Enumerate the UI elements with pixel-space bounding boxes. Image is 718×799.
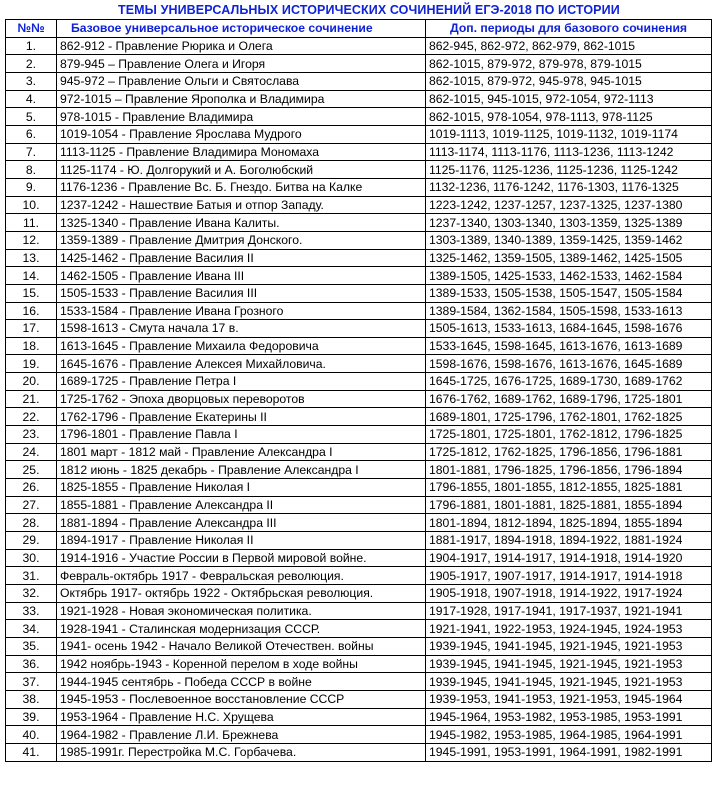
table-row (6, 690, 712, 708)
table-body (6, 37, 712, 761)
row-number: 37. (6, 673, 57, 691)
row-number: 29. (6, 532, 57, 550)
row-periods: 1905-1918, 1907-1918, 1914-1922, 1917-1924 (426, 585, 712, 603)
table-row (6, 532, 712, 550)
row-topic: 1125-1174 - Ю. Долгорукий и А. Боголюбский (57, 161, 426, 179)
table-row (6, 620, 712, 638)
row-topic: 1812 июнь - 1825 декабрь - Правление Александра I (57, 461, 426, 479)
row-periods: 1945-1991, 1953-1991, 1964-1991, 1982-1991 (426, 743, 712, 761)
row-number: 39. (6, 708, 57, 726)
row-periods: 1796-1881, 1801-1881, 1825-1881, 1855-1894 (426, 496, 712, 514)
row-number: 19. (6, 355, 57, 373)
row-number: 16. (6, 302, 57, 320)
row-number: 30. (6, 549, 57, 567)
row-number: 36. (6, 655, 57, 673)
row-number: 31. (6, 567, 57, 585)
table-row (6, 602, 712, 620)
table-row (6, 320, 712, 338)
row-number: 6. (6, 125, 57, 143)
row-number: 2. (6, 55, 57, 73)
row-number: 18. (6, 337, 57, 355)
row-periods: 1939-1945, 1941-1945, 1921-1945, 1921-1953 (426, 637, 712, 655)
row-topic: 1505-1533 - Правление Василия III (57, 284, 426, 302)
row-periods: 862-1015, 945-1015, 972-1054, 972-1113 (426, 90, 712, 108)
row-number: 35. (6, 637, 57, 655)
row-topic: 1113-1125 - Правление Владимира Мономаха (57, 143, 426, 161)
row-topic: Октябрь 1917- октябрь 1922 - Октябрьская революция. (57, 585, 426, 603)
table-row (6, 37, 712, 55)
row-periods: 862-1015, 978-1054, 978-1113, 978-1125 (426, 108, 712, 126)
table-row (6, 125, 712, 143)
row-number: 15. (6, 284, 57, 302)
row-topic: 1176-1236 - Правление Вс. Б. Гнездо. Битва на Калке (57, 178, 426, 196)
row-periods: 1904-1917, 1914-1917, 1914-1918, 1914-1920 (426, 549, 712, 567)
row-topic: Февраль-октябрь 1917 - Февральская революция. (57, 567, 426, 585)
table-row (6, 267, 712, 285)
row-periods: 1645-1725, 1676-1725, 1689-1730, 1689-1762 (426, 373, 712, 391)
table-row (6, 55, 712, 73)
table-row (6, 355, 712, 373)
table-row (6, 90, 712, 108)
table-row (6, 708, 712, 726)
row-topic: 879-945 – Правление Олега и Игоря (57, 55, 426, 73)
header-number: №№ (6, 20, 57, 38)
row-topic: 1645-1676 - Правление Алексея Михайловича. (57, 355, 426, 373)
row-topic: 1762-1796 - Правление Екатерины II (57, 408, 426, 426)
row-periods: 862-1015, 879-972, 945-978, 945-1015 (426, 72, 712, 90)
table-row (6, 337, 712, 355)
row-periods: 1598-1676, 1598-1676, 1613-1676, 1645-1689 (426, 355, 712, 373)
row-number: 32. (6, 585, 57, 603)
table-row (6, 373, 712, 391)
row-number: 17. (6, 320, 57, 338)
row-topic: 1425-1462 - Правление Василия II (57, 249, 426, 267)
row-periods: 1132-1236, 1176-1242, 1176-1303, 1176-1325 (426, 178, 712, 196)
row-topic: 1914-1916 - Участие России в Первой мировой войне. (57, 549, 426, 567)
table-row (6, 673, 712, 691)
row-periods: 1689-1801, 1725-1796, 1762-1801, 1762-1825 (426, 408, 712, 426)
row-periods: 1223-1242, 1237-1257, 1237-1325, 1237-1380 (426, 196, 712, 214)
table-row (6, 214, 712, 232)
row-number: 11. (6, 214, 57, 232)
row-number: 10. (6, 196, 57, 214)
row-topic: 1462-1505 - Правление Ивана III (57, 267, 426, 285)
row-number: 9. (6, 178, 57, 196)
page-title: ТЕМЫ УНИВЕРСАЛЬНЫХ ИСТОРИЧЕСКИХ СОЧИНЕНИЙ ЕГЭ-2018 ПО ИСТОРИИ (118, 2, 620, 17)
row-number: 25. (6, 461, 57, 479)
row-periods: 1796-1855, 1801-1855, 1812-1855, 1825-1881 (426, 479, 712, 497)
row-number: 21. (6, 390, 57, 408)
row-topic: 1928-1941 - Сталинская модернизация СССР. (57, 620, 426, 638)
row-number: 41. (6, 743, 57, 761)
table-row (6, 408, 712, 426)
table-row (6, 302, 712, 320)
table-row (6, 743, 712, 761)
table-row (6, 655, 712, 673)
row-periods: 862-945, 862-972, 862-979, 862-1015 (426, 37, 712, 55)
row-topic: 1725-1762 - Эпоха дворцовых переворотов (57, 390, 426, 408)
row-topic: 1533-1584 - Правление Ивана Грозного (57, 302, 426, 320)
row-number: 8. (6, 161, 57, 179)
row-topic: 1019-1054 - Правление Ярослава Мудрого (57, 125, 426, 143)
row-periods: 1945-1982, 1953-1985, 1964-1985, 1964-1991 (426, 726, 712, 744)
row-periods: 1939-1945, 1941-1945, 1921-1945, 1921-1953 (426, 673, 712, 691)
row-periods: 1389-1533, 1505-1538, 1505-1547, 1505-1584 (426, 284, 712, 302)
row-number: 40. (6, 726, 57, 744)
row-number: 27. (6, 496, 57, 514)
row-topic: 1985-1991г. Перестройка М.С. Горбачева. (57, 743, 426, 761)
row-periods: 1676-1762, 1689-1762, 1689-1796, 1725-1801 (426, 390, 712, 408)
row-topic: 1945-1953 - Послевоенное восстановление СССР (57, 690, 426, 708)
row-periods: 1917-1928, 1917-1941, 1917-1937, 1921-1941 (426, 602, 712, 620)
row-topic: 1921-1928 - Новая экономическая политика. (57, 602, 426, 620)
row-number: 38. (6, 690, 57, 708)
header-main-topic: Базовое универсальное историческое сочинение (57, 20, 426, 38)
row-topic: 1944-1945 сентябрь - Победа СССР в войне (57, 673, 426, 691)
row-periods: 1939-1945, 1941-1945, 1921-1945, 1921-1953 (426, 655, 712, 673)
row-periods: 1113-1174, 1113-1176, 1113-1236, 1113-1242 (426, 143, 712, 161)
row-topic: 1689-1725 - Правление Петра I (57, 373, 426, 391)
table-row (6, 284, 712, 302)
row-topic: 1613-1645 - Правление Михаила Федоровича (57, 337, 426, 355)
essay-topics-table (5, 19, 712, 762)
row-periods: 1505-1613, 1533-1613, 1684-1645, 1598-1676 (426, 320, 712, 338)
row-number: 33. (6, 602, 57, 620)
row-topic: 1881-1894 - Правление Александра III (57, 514, 426, 532)
table-row (6, 514, 712, 532)
row-topic: 1964-1982 - Правление Л.И. Брежнева (57, 726, 426, 744)
row-number: 13. (6, 249, 57, 267)
row-topic: 1325-1340 - Правление Ивана Калиты. (57, 214, 426, 232)
row-number: 26. (6, 479, 57, 497)
table-row (6, 161, 712, 179)
row-number: 7. (6, 143, 57, 161)
row-number: 28. (6, 514, 57, 532)
row-number: 12. (6, 231, 57, 249)
row-periods: 1905-1917, 1907-1917, 1914-1917, 1914-1918 (426, 567, 712, 585)
row-periods: 1389-1505, 1425-1533, 1462-1533, 1462-1584 (426, 267, 712, 285)
row-number: 20. (6, 373, 57, 391)
table-row (6, 461, 712, 479)
row-topic: 1598-1613 - Смута начала 17 в. (57, 320, 426, 338)
table-row (6, 108, 712, 126)
table-row (6, 479, 712, 497)
table-row (6, 549, 712, 567)
row-periods: 1325-1462, 1359-1505, 1389-1462, 1425-1505 (426, 249, 712, 267)
row-topic: 972-1015 – Правление Ярополка и Владимира (57, 90, 426, 108)
row-periods: 1939-1953, 1941-1953, 1921-1953, 1945-1964 (426, 690, 712, 708)
row-number: 5. (6, 108, 57, 126)
table-row (6, 390, 712, 408)
table-row (6, 196, 712, 214)
table-row (6, 567, 712, 585)
row-number: 24. (6, 443, 57, 461)
row-topic: 1801 март - 1812 май - Правление Александра I (57, 443, 426, 461)
table-row (6, 143, 712, 161)
row-topic: 1237-1242 - Нашествие Батыя и отпор Западу. (57, 196, 426, 214)
row-number: 4. (6, 90, 57, 108)
row-topic: 1894-1917 - Правление Николая II (57, 532, 426, 550)
row-periods: 862-1015, 879-972, 879-978, 879-1015 (426, 55, 712, 73)
row-topic: 1855-1881 - Правление Александра II (57, 496, 426, 514)
row-number: 14. (6, 267, 57, 285)
row-periods: 1881-1917, 1894-1918, 1894-1922, 1881-1924 (426, 532, 712, 550)
table-row (6, 443, 712, 461)
row-periods: 1945-1964, 1953-1982, 1953-1985, 1953-1991 (426, 708, 712, 726)
table-row (6, 178, 712, 196)
row-topic: 1796-1801 - Правление Павла I (57, 426, 426, 444)
row-topic: 1825-1855 - Правление Николая I (57, 479, 426, 497)
row-periods: 1533-1645, 1598-1645, 1613-1676, 1613-1689 (426, 337, 712, 355)
row-periods: 1801-1881, 1796-1825, 1796-1856, 1796-1894 (426, 461, 712, 479)
row-number: 1. (6, 37, 57, 55)
row-periods: 1303-1389, 1340-1389, 1359-1425, 1359-1462 (426, 231, 712, 249)
row-topic: 862-912 - Правление Рюрика и Олега (57, 37, 426, 55)
row-number: 22. (6, 408, 57, 426)
row-number: 34. (6, 620, 57, 638)
table-row (6, 426, 712, 444)
row-periods: 1019-1113, 1019-1125, 1019-1132, 1019-1174 (426, 125, 712, 143)
table-row (6, 585, 712, 603)
header-extra-periods: Доп. периоды для базового сочинения (426, 20, 712, 38)
row-topic: 1941- осень 1942 - Начало Великой Отечествен. войны (57, 637, 426, 655)
table-row (6, 72, 712, 90)
row-periods: 1237-1340, 1303-1340, 1303-1359, 1325-1389 (426, 214, 712, 232)
table-row (6, 249, 712, 267)
row-periods: 1921-1941, 1922-1953, 1924-1945, 1924-1953 (426, 620, 712, 638)
row-periods: 1725-1812, 1762-1825, 1796-1856, 1796-1881 (426, 443, 712, 461)
row-topic: 1359-1389 - Правление Дмитрия Донского. (57, 231, 426, 249)
row-periods: 1801-1894, 1812-1894, 1825-1894, 1855-1894 (426, 514, 712, 532)
row-topic: 978-1015 - Правление Владимира (57, 108, 426, 126)
table-row (6, 231, 712, 249)
row-periods: 1125-1176, 1125-1236, 1125-1236, 1125-1242 (426, 161, 712, 179)
row-number: 3. (6, 72, 57, 90)
row-number: 23. (6, 426, 57, 444)
table-header-row (6, 20, 712, 38)
table-row (6, 496, 712, 514)
table-row (6, 726, 712, 744)
row-topic: 1942 ноябрь-1943 - Коренной перелом в ходе войны (57, 655, 426, 673)
table-row (6, 637, 712, 655)
row-topic: 1953-1964 - Правление Н.С. Хрущева (57, 708, 426, 726)
row-periods: 1389-1584, 1362-1584, 1505-1598, 1533-1613 (426, 302, 712, 320)
row-periods: 1725-1801, 1725-1801, 1762-1812, 1796-1825 (426, 426, 712, 444)
row-topic: 945-972 – Правление Ольги и Святослава (57, 72, 426, 90)
